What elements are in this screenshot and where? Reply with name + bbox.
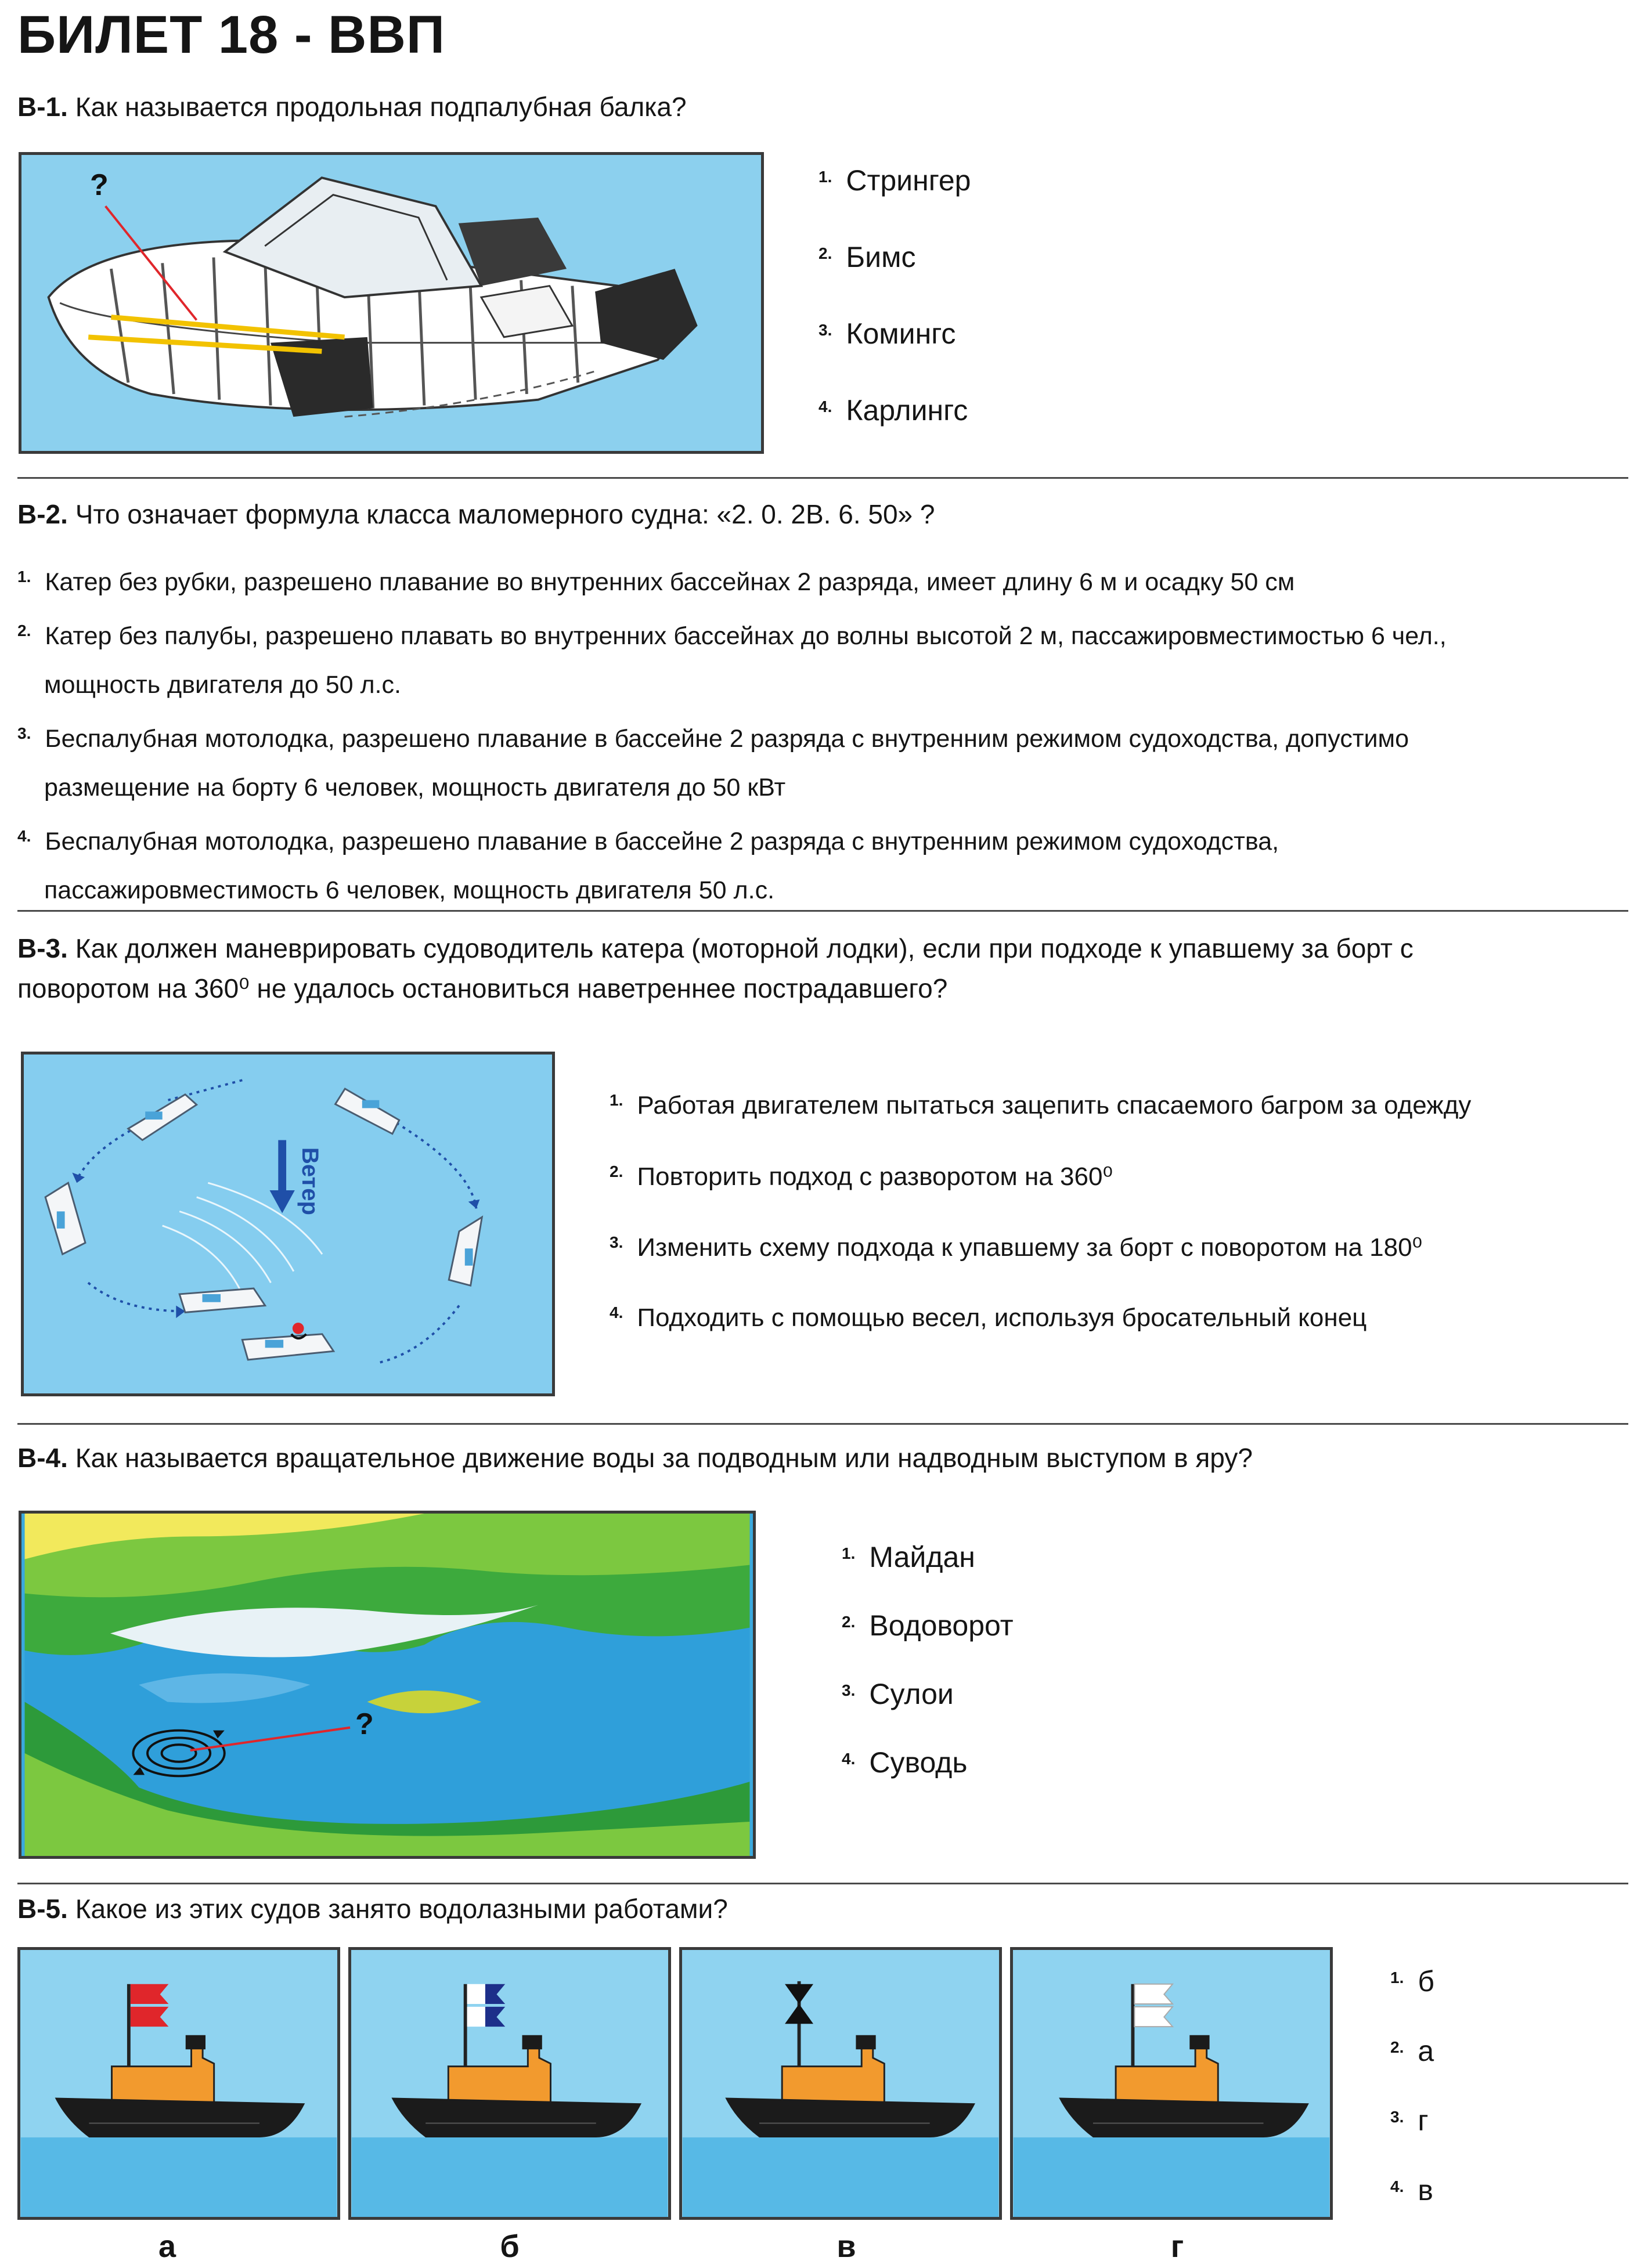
ship-v-illustration [682, 1950, 999, 2217]
question-4 [17, 1438, 1253, 1478]
ship-a-illustration [20, 1950, 337, 2217]
question-2-number: В-2. [17, 499, 68, 529]
q2-answer-2-cont: мощность двигателя до 50 л.с. [44, 671, 401, 699]
divider-1 [17, 477, 1628, 479]
divider-2 [17, 910, 1628, 912]
ship-panel-a [17, 1947, 340, 2220]
ship-panel-b [348, 1947, 671, 2220]
q1-answer-4: $^{4.}$ Карлингс [818, 394, 968, 427]
ship-panel-g [1010, 1947, 1333, 2220]
maneuver-diagram [24, 1054, 552, 1393]
q2-answer-4-cont: пассажировместимость 6 человек, мощность двигателя 50 л.с. [44, 876, 775, 904]
question-5-text: Какое из этих судов занято водолазными работами? [75, 1894, 728, 1924]
ship-g-illustration [1013, 1950, 1330, 2217]
question-2 [17, 494, 935, 535]
q1-answer-3: $^{3.}$ Комингс [818, 317, 956, 350]
question-3 [17, 929, 1414, 1009]
figure-1-question-mark: ? [90, 168, 109, 202]
question-2-text: Что означает формула класса маломерного судна: «2. 0. 2В. 6. 50» ? [75, 499, 935, 529]
q4-answer-3: $^{3.}$ Сулои [842, 1678, 954, 1710]
figure-river-eddy [19, 1511, 756, 1859]
q2-answer-3-cont: размещение на борту 6 человек, мощность двигателя до 50 кВт [44, 774, 786, 801]
figure-boat-frame [19, 152, 764, 454]
question-4-text: Как называется вращательное движение воды за подводным или надводным выступом в яру? [75, 1443, 1253, 1473]
q5-answer-2: $^{2.}$ а [1390, 2035, 1434, 2067]
q5-answer-3: $^{3.}$ г [1390, 2104, 1429, 2137]
divider-3 [17, 1423, 1628, 1425]
q2-answer-4: $^{4.}$ Беспалубная мотолодка, разрешено плавание в бассейне 2 разряда с внутренним режимом судоходства, [17, 827, 1279, 855]
q2-answer-list [17, 552, 1620, 915]
question-5 [17, 1889, 728, 1929]
q2-answer-2: $^{2.}$ Катер без палубы, разрешено плавать во внутренних бассейнах до волны высотой 2 м, пассажировместимостью 6 чел., [17, 622, 1447, 650]
q2-answer-3: $^{3.}$ Беспалубная мотолодка, разрешено плавание в бассейне 2 разряда с внутренним режимом судоходства, допустимо [17, 724, 1409, 753]
figure-man-overboard [21, 1052, 555, 1396]
question-1-number: В-1. [17, 92, 68, 122]
ship-label-b: б [500, 2229, 520, 2264]
question-3-text-line-2: поворотом на 360⁰ не удалось остановиться наветреннее пострадавшего? [17, 973, 948, 1003]
q5-answer-1: $^{1.}$ б [1390, 1965, 1434, 1998]
question-5-number: В-5. [17, 1894, 68, 1924]
divider-4 [17, 1883, 1628, 1884]
ship-label-a: а [158, 2229, 176, 2264]
q3-answer-1: $^{1.}$ Работая двигателем пытаться зацепить спасаемого багром за одежду [610, 1091, 1472, 1119]
question-3-text-line-1: Как должен маневрировать судоводитель катера (моторной лодки), если при подходе к упавшему за борт с [75, 933, 1414, 963]
river-illustration [21, 1514, 753, 1856]
wind-label: Ветер [297, 1147, 323, 1215]
figure-4-question-mark: ? [355, 1707, 374, 1741]
q4-answer-4: $^{4.}$ Суводь [842, 1746, 968, 1779]
ship-b-illustration [351, 1950, 668, 2217]
q1-answer-1: $^{1.}$ Стрингер [818, 164, 971, 197]
q2-answer-1: $^{1.}$ Катер без рубки, разрешено плавание во внутренних бассейнах 2 разряда, имеет длину 6 м и осадку 50 см [17, 568, 1295, 596]
boat-frame-illustration [21, 155, 761, 451]
q1-answer-2: $^{2.}$ Бимс [818, 241, 916, 273]
q4-answer-1: $^{1.}$ Майдан [842, 1541, 975, 1573]
ticket-title: БИЛЕТ 18 - ВВП [17, 5, 446, 64]
q5-answer-4: $^{4.}$ в [1390, 2174, 1433, 2206]
ship-panel-v [679, 1947, 1002, 2220]
question-1 [17, 87, 687, 127]
q3-answer-2: $^{2.}$ Повторить подход с разворотом на 360⁰ [610, 1162, 1113, 1191]
question-1-text: Как называется продольная подпалубная балка? [75, 92, 687, 122]
ship-label-g: г [1170, 2229, 1184, 2264]
q4-answer-2: $^{2.}$ Водоворот [842, 1609, 1014, 1642]
ship-label-v: в [836, 2229, 856, 2264]
question-4-number: В-4. [17, 1443, 68, 1473]
q3-answer-3: $^{3.}$ Изменить схему подхода к упавшему за борт с поворотом на 180⁰ [610, 1233, 1423, 1262]
q3-answer-4: $^{4.}$ Подходить с помощью весел, используя бросательный конец [610, 1303, 1367, 1332]
question-3-number: В-3. [17, 933, 68, 963]
